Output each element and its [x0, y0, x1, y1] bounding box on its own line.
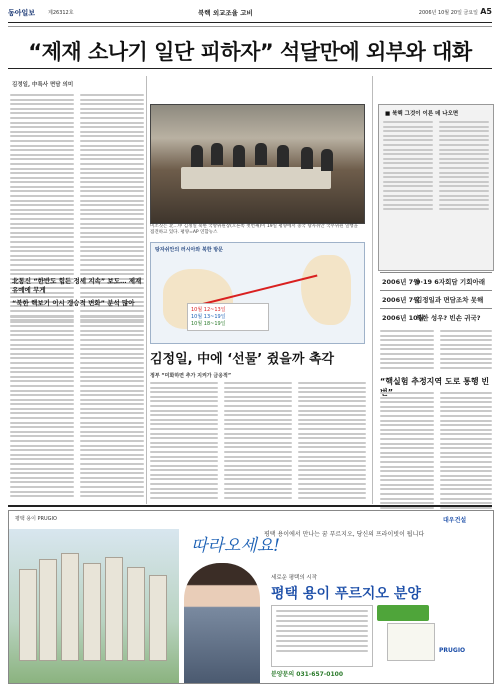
ad-info-table	[271, 605, 373, 667]
left-subhead: 김정일, 中특사 면담 의미	[12, 82, 74, 88]
section-title: 북핵 외교조율 고비	[198, 9, 253, 17]
ad-phone-number: 분양문의 031-657-0100	[271, 671, 344, 678]
story4-headline: “핵실험 추정지역 도로 통행 빈	[380, 377, 490, 386]
ad-event-badge	[377, 605, 429, 621]
ad-builder-logo: 대우건설	[443, 517, 467, 524]
sidebar-title: ■ 북핵 그것이 이른 데 나오면	[385, 111, 459, 117]
ad-script-text: 따라오세요!	[191, 536, 280, 556]
newspaper-logo: 동아일보	[8, 8, 36, 17]
timeline-event: 9·19 6자회담 기회아래	[416, 278, 486, 286]
headline-rule	[8, 68, 492, 69]
timeline-event: 김정일과 면담조차 못해	[416, 296, 484, 304]
timeline-row	[380, 290, 492, 307]
main-headline: “제재 소나기 일단 피하자” 석달만에 외부와 대화	[28, 40, 472, 64]
story3-subhead: 정부 “미화하면 추가 지켜가 금응적”	[150, 373, 232, 379]
ad-separator	[8, 505, 492, 507]
apartment-advertisement	[8, 510, 494, 684]
story2-text-2	[80, 316, 144, 500]
model-photo	[184, 563, 260, 683]
story2-kicker: 北통신 “한반도 힘든 정세 지속” 보도… 제재 유예에 무게	[12, 277, 142, 294]
ad-tagline: 평택 용이에서 만나는 꿈 푸르지오, 당신의 프라이빗이 됩니다	[264, 531, 425, 538]
timeline-row	[380, 272, 492, 289]
sidebar-text-1	[380, 330, 434, 371]
masthead	[8, 8, 492, 23]
story3-headline: 김정일, 中에 ‘선물’ 쥤을까 촉각	[150, 352, 335, 367]
legend-item-1: 10월 12~13일	[191, 307, 226, 313]
column-divider	[146, 76, 147, 504]
ad-location-map	[387, 623, 435, 661]
route-map	[150, 242, 365, 344]
timeline-month: 2006년 10월	[382, 314, 424, 322]
prugio-logo: PRUGIO	[439, 647, 466, 654]
page-number: A5	[480, 7, 492, 16]
timeline-row	[380, 308, 492, 325]
map-legend	[187, 303, 269, 331]
timeline-event: 북한 성우? 빈손 귀국?	[416, 314, 481, 322]
sidebar-box	[378, 104, 494, 271]
story2-subhead: “북한 핵보기 이시 갱승적 변화” 분석 많아	[12, 299, 135, 307]
legend-item-2: 10월 13~19일	[191, 314, 226, 320]
ad-title: 평택 용이 푸르지오 분양	[271, 586, 421, 602]
ad-subtitle: 세로운 평택의 시작	[271, 575, 318, 581]
sidebar-text-2	[440, 330, 492, 371]
issue-number: 제26312호	[48, 10, 74, 16]
photo-caption: 미소짓는 北…中 김정일 북한 국방위원장(오른쪽 첫번째)이 19일 평양에서 중국 탕자쉬안 국무위원 일행을 접견하고 있다. 평양=AP 연합뉴스	[150, 224, 359, 235]
legend-item-3: 10월 18~19일	[191, 321, 226, 327]
apartment-photo	[9, 529, 179, 683]
publication-date: 2006년 10월 20일 금요일	[418, 10, 478, 16]
story3-text-3	[298, 382, 366, 501]
story3-text-1	[150, 382, 218, 501]
ad-brand-left: 평택 용이 PRUGIO	[15, 516, 57, 522]
story3-text-2	[224, 382, 292, 501]
story2-text-1	[10, 316, 74, 500]
timeline-month: 2006년 7월	[382, 278, 420, 286]
timeline-month: 2006년 7월	[382, 296, 420, 304]
column-divider	[372, 76, 373, 504]
meeting-photo	[150, 104, 365, 224]
map-title: 탕자쉬안의 러시아와 북한 방문	[155, 247, 224, 253]
header-divider	[8, 26, 492, 27]
